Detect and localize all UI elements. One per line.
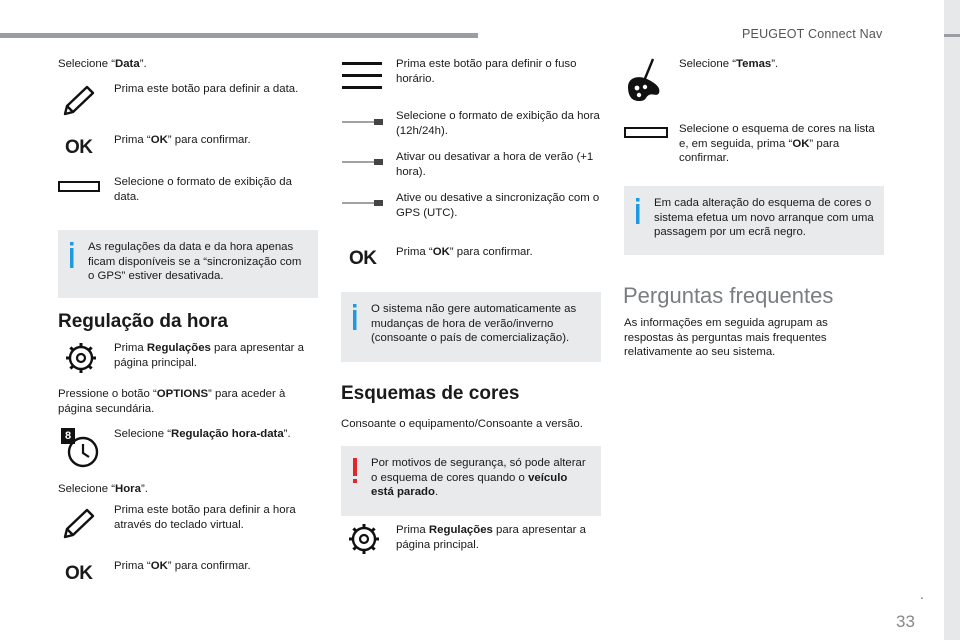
gps-sync-text: Ative ou desative a sincronização com o GPS (UTC). xyxy=(396,192,600,219)
info-icon-2 xyxy=(350,304,366,330)
info-icon-3 xyxy=(633,198,649,224)
info-note-1: As regulações da data e da hora apenas ficam disponíveis se a “sincronização com o GPS” estiver desativada. xyxy=(58,230,318,298)
themes-text: Selecione “Temas”. xyxy=(679,58,779,70)
continue-mark: . xyxy=(920,586,924,602)
toggle-line-icon xyxy=(342,117,384,127)
ok-icon-2: OK xyxy=(65,563,93,584)
scheme-select-text: Selecione o esquema de cores na lista e, em seguida, prima “OK” para confirmar. xyxy=(679,123,875,164)
side-tab xyxy=(944,0,960,640)
page-number: 33 xyxy=(896,612,915,631)
top-rule xyxy=(0,33,478,38)
settings-gear-icon-2 xyxy=(347,522,381,556)
running-header: PEUGEOT Connect Nav xyxy=(742,27,883,41)
ok-icon-3: OK xyxy=(349,248,377,269)
warning-icon xyxy=(350,458,366,484)
ok-icon: OK xyxy=(65,137,93,158)
info-note-2: O sistema não gere automaticamente as mudanças de hora de verão/inverno (consoante o país de comercialização). xyxy=(341,292,601,362)
define-hour-text: Prima este botão para definir a hora através do teclado virtual. xyxy=(114,504,296,531)
define-date-text: Prima este botão para definir a data. xyxy=(114,83,299,95)
menu-lines-icon xyxy=(342,62,382,90)
clock-badge-icon xyxy=(61,428,101,468)
step-badge: 8 xyxy=(61,428,75,444)
confirm-text-3: Prima “OK” para confirmar. xyxy=(396,246,533,258)
pencil-icon xyxy=(61,84,97,118)
date-format-text: Selecione o formato de exibição da data. xyxy=(114,176,292,203)
heading-time-settings: Regulação da hora xyxy=(58,311,228,332)
pencil-icon-2 xyxy=(61,507,97,541)
select-hour-text: Selecione “Hora”. xyxy=(58,483,148,495)
regulations-text-1: Prima Regulações para apresentar a página principal. xyxy=(114,342,304,369)
options-text: Pressione o botão “OPTIONS” para aceder à página secundária. xyxy=(58,388,286,415)
confirm-text-2: Prima “OK” para confirmar. xyxy=(114,560,251,572)
heading-color-schemes: Esquemas de cores xyxy=(341,383,520,404)
warning-note: Por motivos de segurança, só pode alterar o esquema de cores quando o veículo está parado. xyxy=(341,446,601,516)
depends-text: Consoante o equipamento/Consoante a versão. xyxy=(341,418,583,430)
toggle-line-icon-3 xyxy=(342,198,384,208)
regulations-text-2: Prima Regulações para apresentar a página principal. xyxy=(396,524,586,551)
timezone-text: Prima este botão para definir o fuso horário. xyxy=(396,58,577,85)
info-icon xyxy=(67,242,83,268)
faq-text: As informações em seguida agrupam as respostas às perguntas mais frequentes relativamente ao seu sistema. xyxy=(624,317,828,358)
info-note-3: Em cada alteração do esquema de cores o sistema efetua um novo arranque com uma passagem por um ecrã negro. xyxy=(624,186,884,255)
settings-gear-icon xyxy=(64,341,98,375)
select-date-text: Selecione “Data”. xyxy=(58,58,147,70)
palette-brush-icon xyxy=(625,57,665,103)
list-bar-icon xyxy=(58,181,100,193)
toggle-line-icon-2 xyxy=(342,157,384,167)
heading-faq: Perguntas frequentes xyxy=(623,283,834,308)
confirm-text-1: Prima “OK” para confirmar. xyxy=(114,134,251,146)
hour-format-text: Selecione o formato de exibição da hora (12h/24h). xyxy=(396,110,600,137)
select-time-date-text: Selecione “Regulação hora-data”. xyxy=(114,428,291,440)
list-bar-icon-2 xyxy=(624,127,668,139)
dst-text: Ativar ou desativar a hora de verão (+1 hora). xyxy=(396,151,594,178)
